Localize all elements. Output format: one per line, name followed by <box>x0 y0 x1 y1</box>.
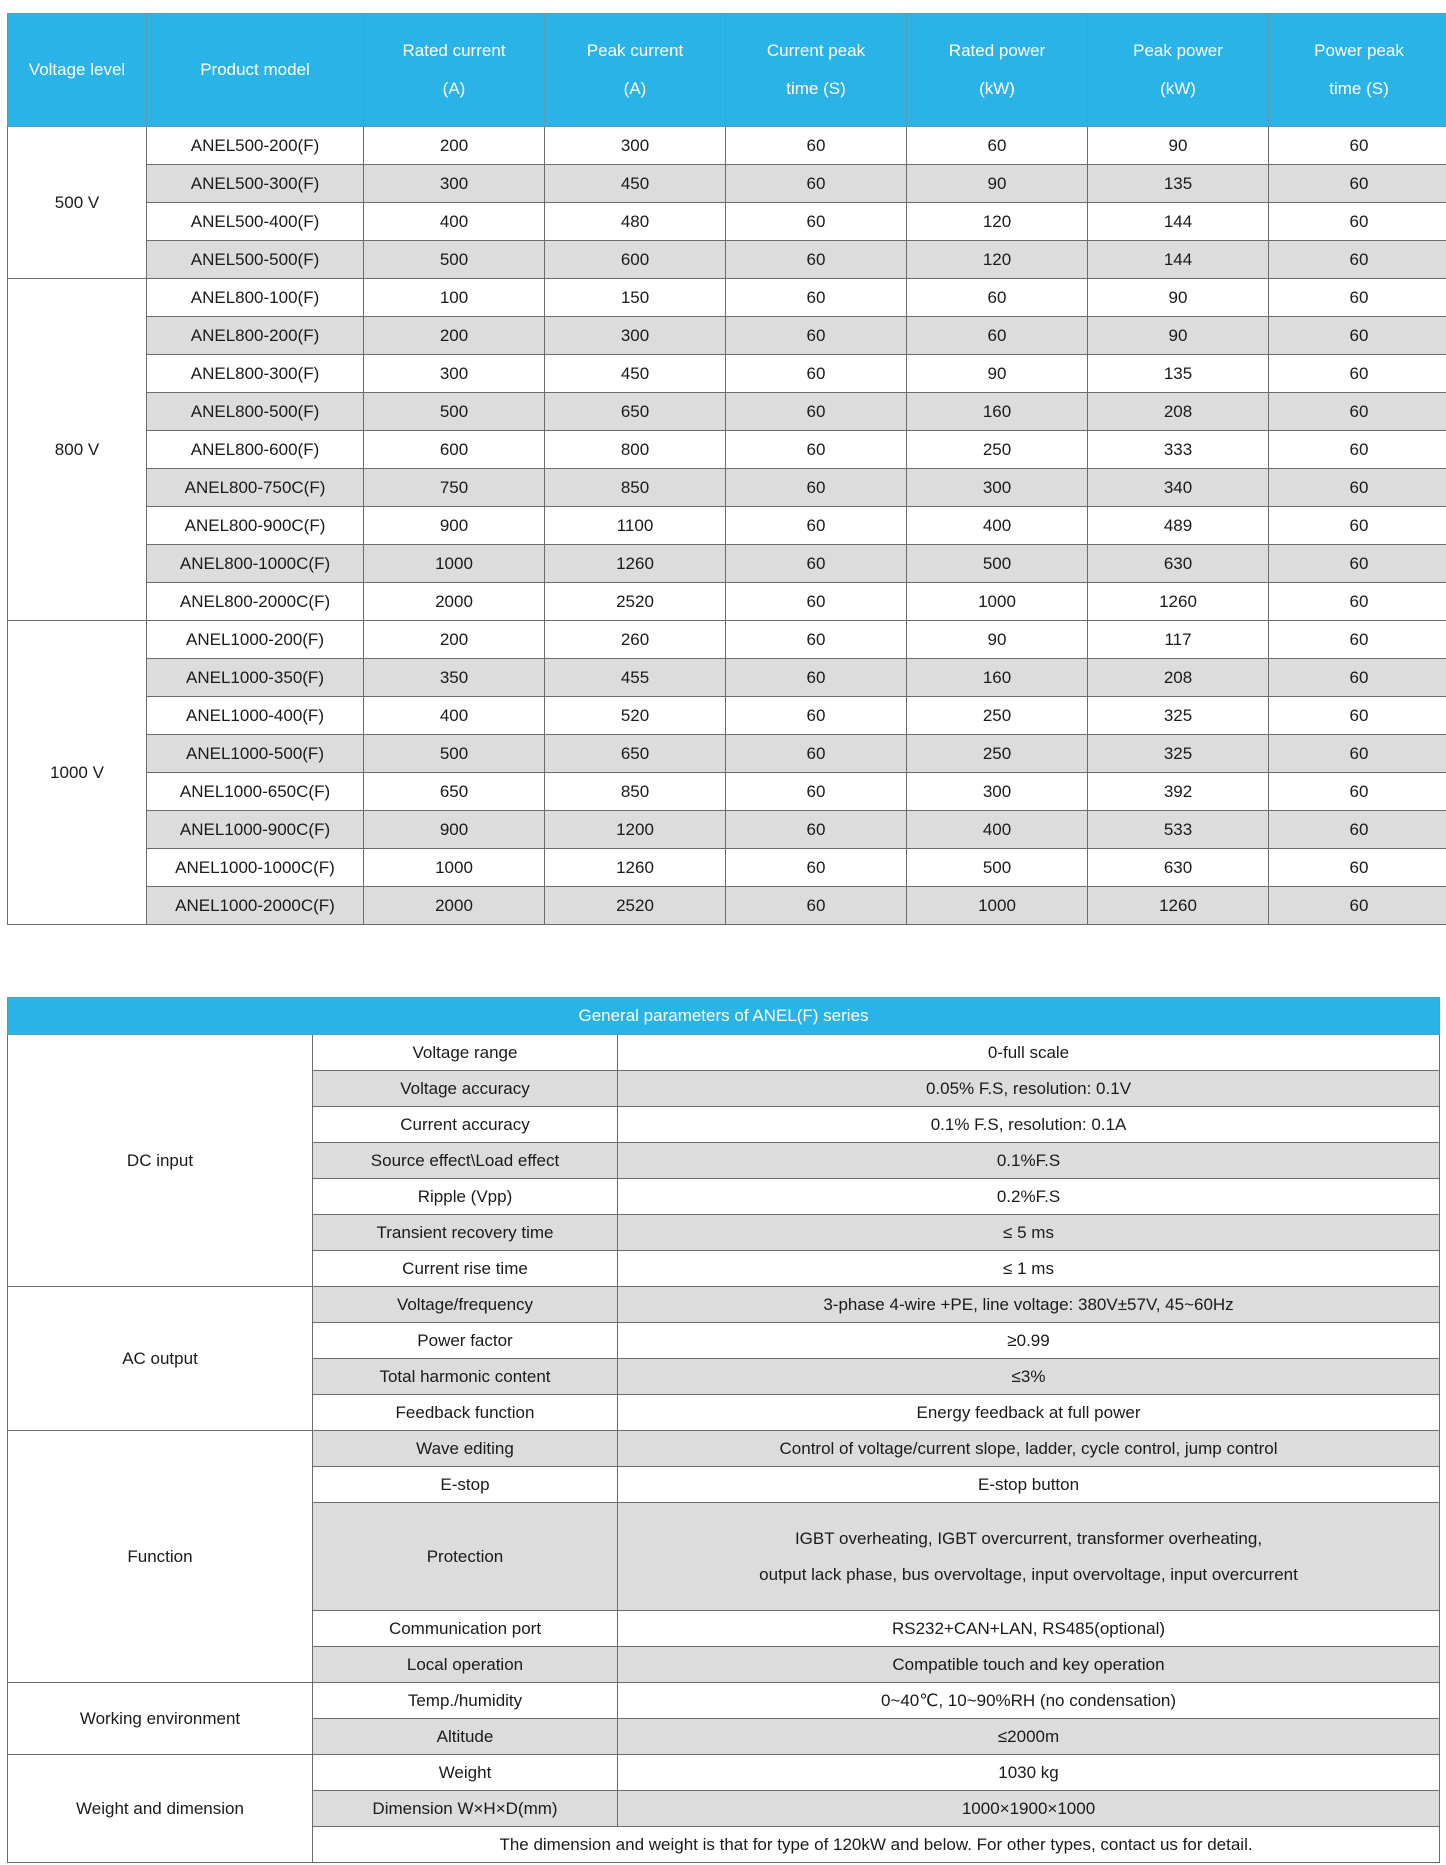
header-line: Voltage level <box>28 60 126 79</box>
parameter-name-cell: Altitude <box>313 1719 618 1755</box>
table-cell: 300 <box>907 469 1088 507</box>
table-cell: 60 <box>726 127 907 165</box>
table-row <box>8 127 1446 165</box>
table-cell: 1260 <box>545 545 726 583</box>
table-row <box>8 165 1446 203</box>
product-model-cell: ANEL800-200(F) <box>147 317 364 355</box>
spec-header-row <box>8 14 1446 127</box>
table-cell: 60 <box>1269 545 1446 583</box>
header-unit: (A) <box>623 79 647 98</box>
table-cell: 90 <box>1088 127 1269 165</box>
parameter-name-cell: Weight <box>313 1755 618 1791</box>
voltage-level-cell: 800 V <box>8 279 147 621</box>
parameter-value-cell: ≥0.99 <box>618 1323 1440 1359</box>
table-cell: 60 <box>1269 355 1446 393</box>
parameter-name-cell: Dimension W×H×D(mm) <box>313 1791 618 1827</box>
table-cell: 208 <box>1088 659 1269 697</box>
header-line: Peak current <box>586 41 684 60</box>
parameter-value-cell: Energy feedback at full power <box>618 1395 1440 1431</box>
header-unit: (kW) <box>979 79 1015 98</box>
table-row <box>8 279 1446 317</box>
product-model-cell: ANEL1000-2000C(F) <box>147 887 364 925</box>
footnote-cell: The dimension and weight is that for type of 120kW and below. For other types, contact us for detail. <box>313 1827 1440 1863</box>
table-cell: 60 <box>1269 659 1446 697</box>
table-cell: 850 <box>545 469 726 507</box>
table-row <box>8 773 1446 811</box>
table-cell: 650 <box>545 393 726 431</box>
table-cell: 1000 <box>907 887 1088 925</box>
table-cell: 60 <box>726 279 907 317</box>
spec-column-header <box>147 14 364 127</box>
parameter-name-cell: Source effect\Load effect <box>313 1143 618 1179</box>
header-line: Power peak <box>1314 41 1404 60</box>
table-row <box>8 241 1446 279</box>
table-cell: 455 <box>545 659 726 697</box>
spec-column-header <box>1088 14 1269 127</box>
table-cell: 60 <box>726 317 907 355</box>
table-row <box>8 1683 1440 1719</box>
table-cell: 60 <box>726 621 907 659</box>
spec-column-header <box>1269 14 1446 127</box>
table-row <box>8 355 1446 393</box>
table-cell: 60 <box>726 431 907 469</box>
table-cell: 60 <box>1269 773 1446 811</box>
parameter-value-cell: ≤2000m <box>618 1719 1440 1755</box>
header-line: Rated current <box>402 41 506 60</box>
table-cell: 200 <box>364 317 545 355</box>
table-row <box>8 1431 1440 1467</box>
product-model-cell: ANEL1000-400(F) <box>147 697 364 735</box>
table-cell: 500 <box>364 393 545 431</box>
table-cell: 850 <box>545 773 726 811</box>
table-row <box>8 469 1446 507</box>
table-cell: 160 <box>907 659 1088 697</box>
product-model-cell: ANEL800-100(F) <box>147 279 364 317</box>
table-cell: 135 <box>1088 165 1269 203</box>
table-cell: 60 <box>1269 317 1446 355</box>
table-cell: 450 <box>545 355 726 393</box>
parameter-value-cell: E-stop button <box>618 1467 1440 1503</box>
table-cell: 144 <box>1088 203 1269 241</box>
header-line: Rated power <box>948 41 1046 60</box>
general-parameters-title: General parameters of ANEL(F) series <box>8 998 1440 1035</box>
table-cell: 60 <box>726 849 907 887</box>
table-cell: 400 <box>364 697 545 735</box>
product-model-cell: ANEL800-300(F) <box>147 355 364 393</box>
table-cell: 500 <box>364 735 545 773</box>
table-row <box>8 1035 1440 1071</box>
parameter-value-cell: 0.05% F.S, resolution: 0.1V <box>618 1071 1440 1107</box>
table-cell: 60 <box>1269 165 1446 203</box>
table-cell: 60 <box>726 545 907 583</box>
table-cell: 1260 <box>545 849 726 887</box>
table-cell: 400 <box>907 811 1088 849</box>
table-row <box>8 1287 1440 1323</box>
table-cell: 500 <box>364 241 545 279</box>
product-model-cell: ANEL500-400(F) <box>147 203 364 241</box>
table-cell: 60 <box>726 393 907 431</box>
table-cell: 250 <box>907 697 1088 735</box>
table-cell: 200 <box>364 621 545 659</box>
product-model-cell: ANEL800-750C(F) <box>147 469 364 507</box>
table-cell: 333 <box>1088 431 1269 469</box>
table-cell: 60 <box>726 773 907 811</box>
table-cell: 60 <box>1269 127 1446 165</box>
table-cell: 630 <box>1088 849 1269 887</box>
table-cell: 90 <box>907 355 1088 393</box>
product-model-cell: ANEL500-300(F) <box>147 165 364 203</box>
table-cell: 1000 <box>364 849 545 887</box>
table-cell: 60 <box>1269 279 1446 317</box>
product-model-cell: ANEL1000-200(F) <box>147 621 364 659</box>
spec-table-body <box>8 127 1446 925</box>
header-unit: time (S) <box>786 79 846 98</box>
table-row <box>8 697 1446 735</box>
table-cell: 650 <box>545 735 726 773</box>
table-cell: 900 <box>364 507 545 545</box>
table-cell: 60 <box>1269 393 1446 431</box>
table-cell: 135 <box>1088 355 1269 393</box>
table-cell: 60 <box>1269 697 1446 735</box>
table-cell: 120 <box>907 241 1088 279</box>
table-cell: 60 <box>726 469 907 507</box>
product-spec-table <box>7 13 1446 925</box>
table-row <box>8 317 1446 355</box>
table-cell: 1260 <box>1088 583 1269 621</box>
parameter-value-cell <box>618 1503 1440 1611</box>
parameter-name-cell: E-stop <box>313 1467 618 1503</box>
table-row <box>8 659 1446 697</box>
product-model-cell: ANEL1000-650C(F) <box>147 773 364 811</box>
table-cell: 60 <box>1269 241 1446 279</box>
table-cell: 300 <box>545 127 726 165</box>
table-cell: 117 <box>1088 621 1269 659</box>
table-cell: 650 <box>364 773 545 811</box>
table-cell: 1200 <box>545 811 726 849</box>
table-cell: 60 <box>1269 469 1446 507</box>
table-cell: 250 <box>907 431 1088 469</box>
table-cell: 250 <box>907 735 1088 773</box>
table-cell: 200 <box>364 127 545 165</box>
table-cell: 60 <box>1269 431 1446 469</box>
table-row <box>8 621 1446 659</box>
parameter-name-cell: Current rise time <box>313 1251 618 1287</box>
table-cell: 600 <box>545 241 726 279</box>
parameter-value-cell: 0.2%F.S <box>618 1179 1440 1215</box>
table-cell: 60 <box>907 279 1088 317</box>
general-parameters-table <box>7 997 1440 1863</box>
table-row <box>8 545 1446 583</box>
parameter-name-cell: Voltage/frequency <box>313 1287 618 1323</box>
parameter-value-cell: 1030 kg <box>618 1755 1440 1791</box>
table-cell: 2520 <box>545 887 726 925</box>
parameter-name-cell: Local operation <box>313 1647 618 1683</box>
table-cell: 520 <box>545 697 726 735</box>
table-cell: 60 <box>726 241 907 279</box>
table-cell: 325 <box>1088 697 1269 735</box>
parameter-name-cell: Transient recovery time <box>313 1215 618 1251</box>
parameter-group-cell: Function <box>8 1431 313 1683</box>
table-cell: 60 <box>1269 735 1446 773</box>
table-cell: 144 <box>1088 241 1269 279</box>
table-row <box>8 1755 1440 1791</box>
parameter-name-cell: Total harmonic content <box>313 1359 618 1395</box>
spec-column-header <box>364 14 545 127</box>
parameter-value-cell: Compatible touch and key operation <box>618 1647 1440 1683</box>
table-cell: 60 <box>726 507 907 545</box>
table-row <box>8 811 1446 849</box>
header-line: Current peak <box>766 41 866 60</box>
table-cell: 100 <box>364 279 545 317</box>
table-cell: 90 <box>1088 317 1269 355</box>
parameter-value-cell: RS232+CAN+LAN, RS485(optional) <box>618 1611 1440 1647</box>
product-model-cell: ANEL500-500(F) <box>147 241 364 279</box>
voltage-level-cell: 1000 V <box>8 621 147 925</box>
table-cell: 60 <box>1269 811 1446 849</box>
product-model-cell: ANEL800-600(F) <box>147 431 364 469</box>
table-cell: 60 <box>726 735 907 773</box>
parameter-value-cell: Control of voltage/current slope, ladder, cycle control, jump control <box>618 1431 1440 1467</box>
parameter-name-cell: Temp./humidity <box>313 1683 618 1719</box>
header-unit: (A) <box>442 79 466 98</box>
table-cell: 1260 <box>1088 887 1269 925</box>
product-model-cell: ANEL1000-1000C(F) <box>147 849 364 887</box>
parameter-value-cell: 0~40℃, 10~90%RH (no condensation) <box>618 1683 1440 1719</box>
parameter-value-cell: 0-full scale <box>618 1035 1440 1071</box>
parameter-group-cell: Working environment <box>8 1683 313 1755</box>
parameter-group-cell: AC output <box>8 1287 313 1431</box>
table-cell: 1100 <box>545 507 726 545</box>
table-row <box>8 431 1446 469</box>
parameter-name-cell: Communication port <box>313 1611 618 1647</box>
table-cell: 480 <box>545 203 726 241</box>
product-model-cell: ANEL1000-500(F) <box>147 735 364 773</box>
table-row <box>8 393 1446 431</box>
table-row <box>8 507 1446 545</box>
table-cell: 120 <box>907 203 1088 241</box>
spec-column-header <box>907 14 1088 127</box>
table-cell: 2000 <box>364 583 545 621</box>
parameter-name-cell: Power factor <box>313 1323 618 1359</box>
product-model-cell: ANEL800-500(F) <box>147 393 364 431</box>
table-row <box>8 583 1446 621</box>
table-cell: 60 <box>726 697 907 735</box>
table-cell: 60 <box>726 355 907 393</box>
table-cell: 90 <box>1088 279 1269 317</box>
table-cell: 60 <box>1269 507 1446 545</box>
parameter-group-cell: DC input <box>8 1035 313 1287</box>
parameter-name-cell: Voltage accuracy <box>313 1071 618 1107</box>
parameter-value-cell: ≤3% <box>618 1359 1440 1395</box>
table-cell: 489 <box>1088 507 1269 545</box>
table-cell: 750 <box>364 469 545 507</box>
table-cell: 533 <box>1088 811 1269 849</box>
table-cell: 60 <box>1269 203 1446 241</box>
table-cell: 60 <box>726 659 907 697</box>
table-row <box>8 735 1446 773</box>
parameter-name-cell: Voltage range <box>313 1035 618 1071</box>
table-cell: 208 <box>1088 393 1269 431</box>
table-cell: 60 <box>726 203 907 241</box>
table-cell: 2000 <box>364 887 545 925</box>
parameter-name-cell: Protection <box>313 1503 618 1611</box>
table-cell: 300 <box>364 355 545 393</box>
parameter-name-cell: Wave editing <box>313 1431 618 1467</box>
table-cell: 60 <box>907 127 1088 165</box>
parameter-value-cell: ≤ 1 ms <box>618 1251 1440 1287</box>
table-cell: 500 <box>907 849 1088 887</box>
table-cell: 90 <box>907 621 1088 659</box>
table-row <box>8 203 1446 241</box>
product-model-cell: ANEL1000-900C(F) <box>147 811 364 849</box>
parameter-name-cell: Feedback function <box>313 1395 618 1431</box>
product-model-cell: ANEL500-200(F) <box>147 127 364 165</box>
table-cell: 400 <box>364 203 545 241</box>
table-cell: 300 <box>545 317 726 355</box>
table-cell: 600 <box>364 431 545 469</box>
header-unit: (kW) <box>1160 79 1196 98</box>
voltage-level-cell: 500 V <box>8 127 147 279</box>
value-line: output lack phase, bus overvoltage, input overvoltage, input overcurrent <box>759 1564 1298 1584</box>
product-model-cell: ANEL800-2000C(F) <box>147 583 364 621</box>
spec-column-header <box>8 14 147 127</box>
table-cell: 340 <box>1088 469 1269 507</box>
table-cell: 400 <box>907 507 1088 545</box>
table-cell: 500 <box>907 545 1088 583</box>
parameter-value-cell: 1000×1900×1000 <box>618 1791 1440 1827</box>
header-unit: time (S) <box>1329 79 1389 98</box>
spec-column-header <box>545 14 726 127</box>
spec-column-header <box>726 14 907 127</box>
parameter-name-cell: Current accuracy <box>313 1107 618 1143</box>
table-cell: 60 <box>1269 583 1446 621</box>
table-cell: 160 <box>907 393 1088 431</box>
parameter-group-cell: Weight and dimension <box>8 1755 313 1863</box>
parameter-name-cell: Ripple (Vpp) <box>313 1179 618 1215</box>
table-cell: 800 <box>545 431 726 469</box>
table-cell: 300 <box>364 165 545 203</box>
table-cell: 60 <box>726 165 907 203</box>
table-cell: 60 <box>726 887 907 925</box>
table-cell: 2520 <box>545 583 726 621</box>
parameter-value-cell: 0.1% F.S, resolution: 0.1A <box>618 1107 1440 1143</box>
table-cell: 630 <box>1088 545 1269 583</box>
product-model-cell: ANEL800-900C(F) <box>147 507 364 545</box>
params-table-body <box>8 1035 1440 1863</box>
table-cell: 60 <box>1269 621 1446 659</box>
table-cell: 325 <box>1088 735 1269 773</box>
product-model-cell: ANEL1000-350(F) <box>147 659 364 697</box>
value-line: IGBT overheating, IGBT overcurrent, transformer overheating, <box>794 1528 1263 1548</box>
table-cell: 1000 <box>364 545 545 583</box>
product-model-cell: ANEL800-1000C(F) <box>147 545 364 583</box>
table-cell: 60 <box>1269 849 1446 887</box>
header-line: Peak power <box>1133 41 1223 60</box>
table-cell: 60 <box>907 317 1088 355</box>
parameter-value-cell: 0.1%F.S <box>618 1143 1440 1179</box>
table-cell: 60 <box>1269 887 1446 925</box>
parameter-value-cell: ≤ 5 ms <box>618 1215 1440 1251</box>
table-cell: 60 <box>726 811 907 849</box>
table-cell: 260 <box>545 621 726 659</box>
table-cell: 300 <box>907 773 1088 811</box>
parameter-value-cell: 3-phase 4-wire +PE, line voltage: 380V±57V, 45~60Hz <box>618 1287 1440 1323</box>
header-line: Product model <box>200 60 310 79</box>
table-cell: 450 <box>545 165 726 203</box>
table-row <box>8 887 1446 925</box>
table-cell: 350 <box>364 659 545 697</box>
table-cell: 900 <box>364 811 545 849</box>
table-cell: 392 <box>1088 773 1269 811</box>
table-cell: 150 <box>545 279 726 317</box>
table-cell: 60 <box>726 583 907 621</box>
table-cell: 90 <box>907 165 1088 203</box>
table-row <box>8 849 1446 887</box>
table-cell: 1000 <box>907 583 1088 621</box>
